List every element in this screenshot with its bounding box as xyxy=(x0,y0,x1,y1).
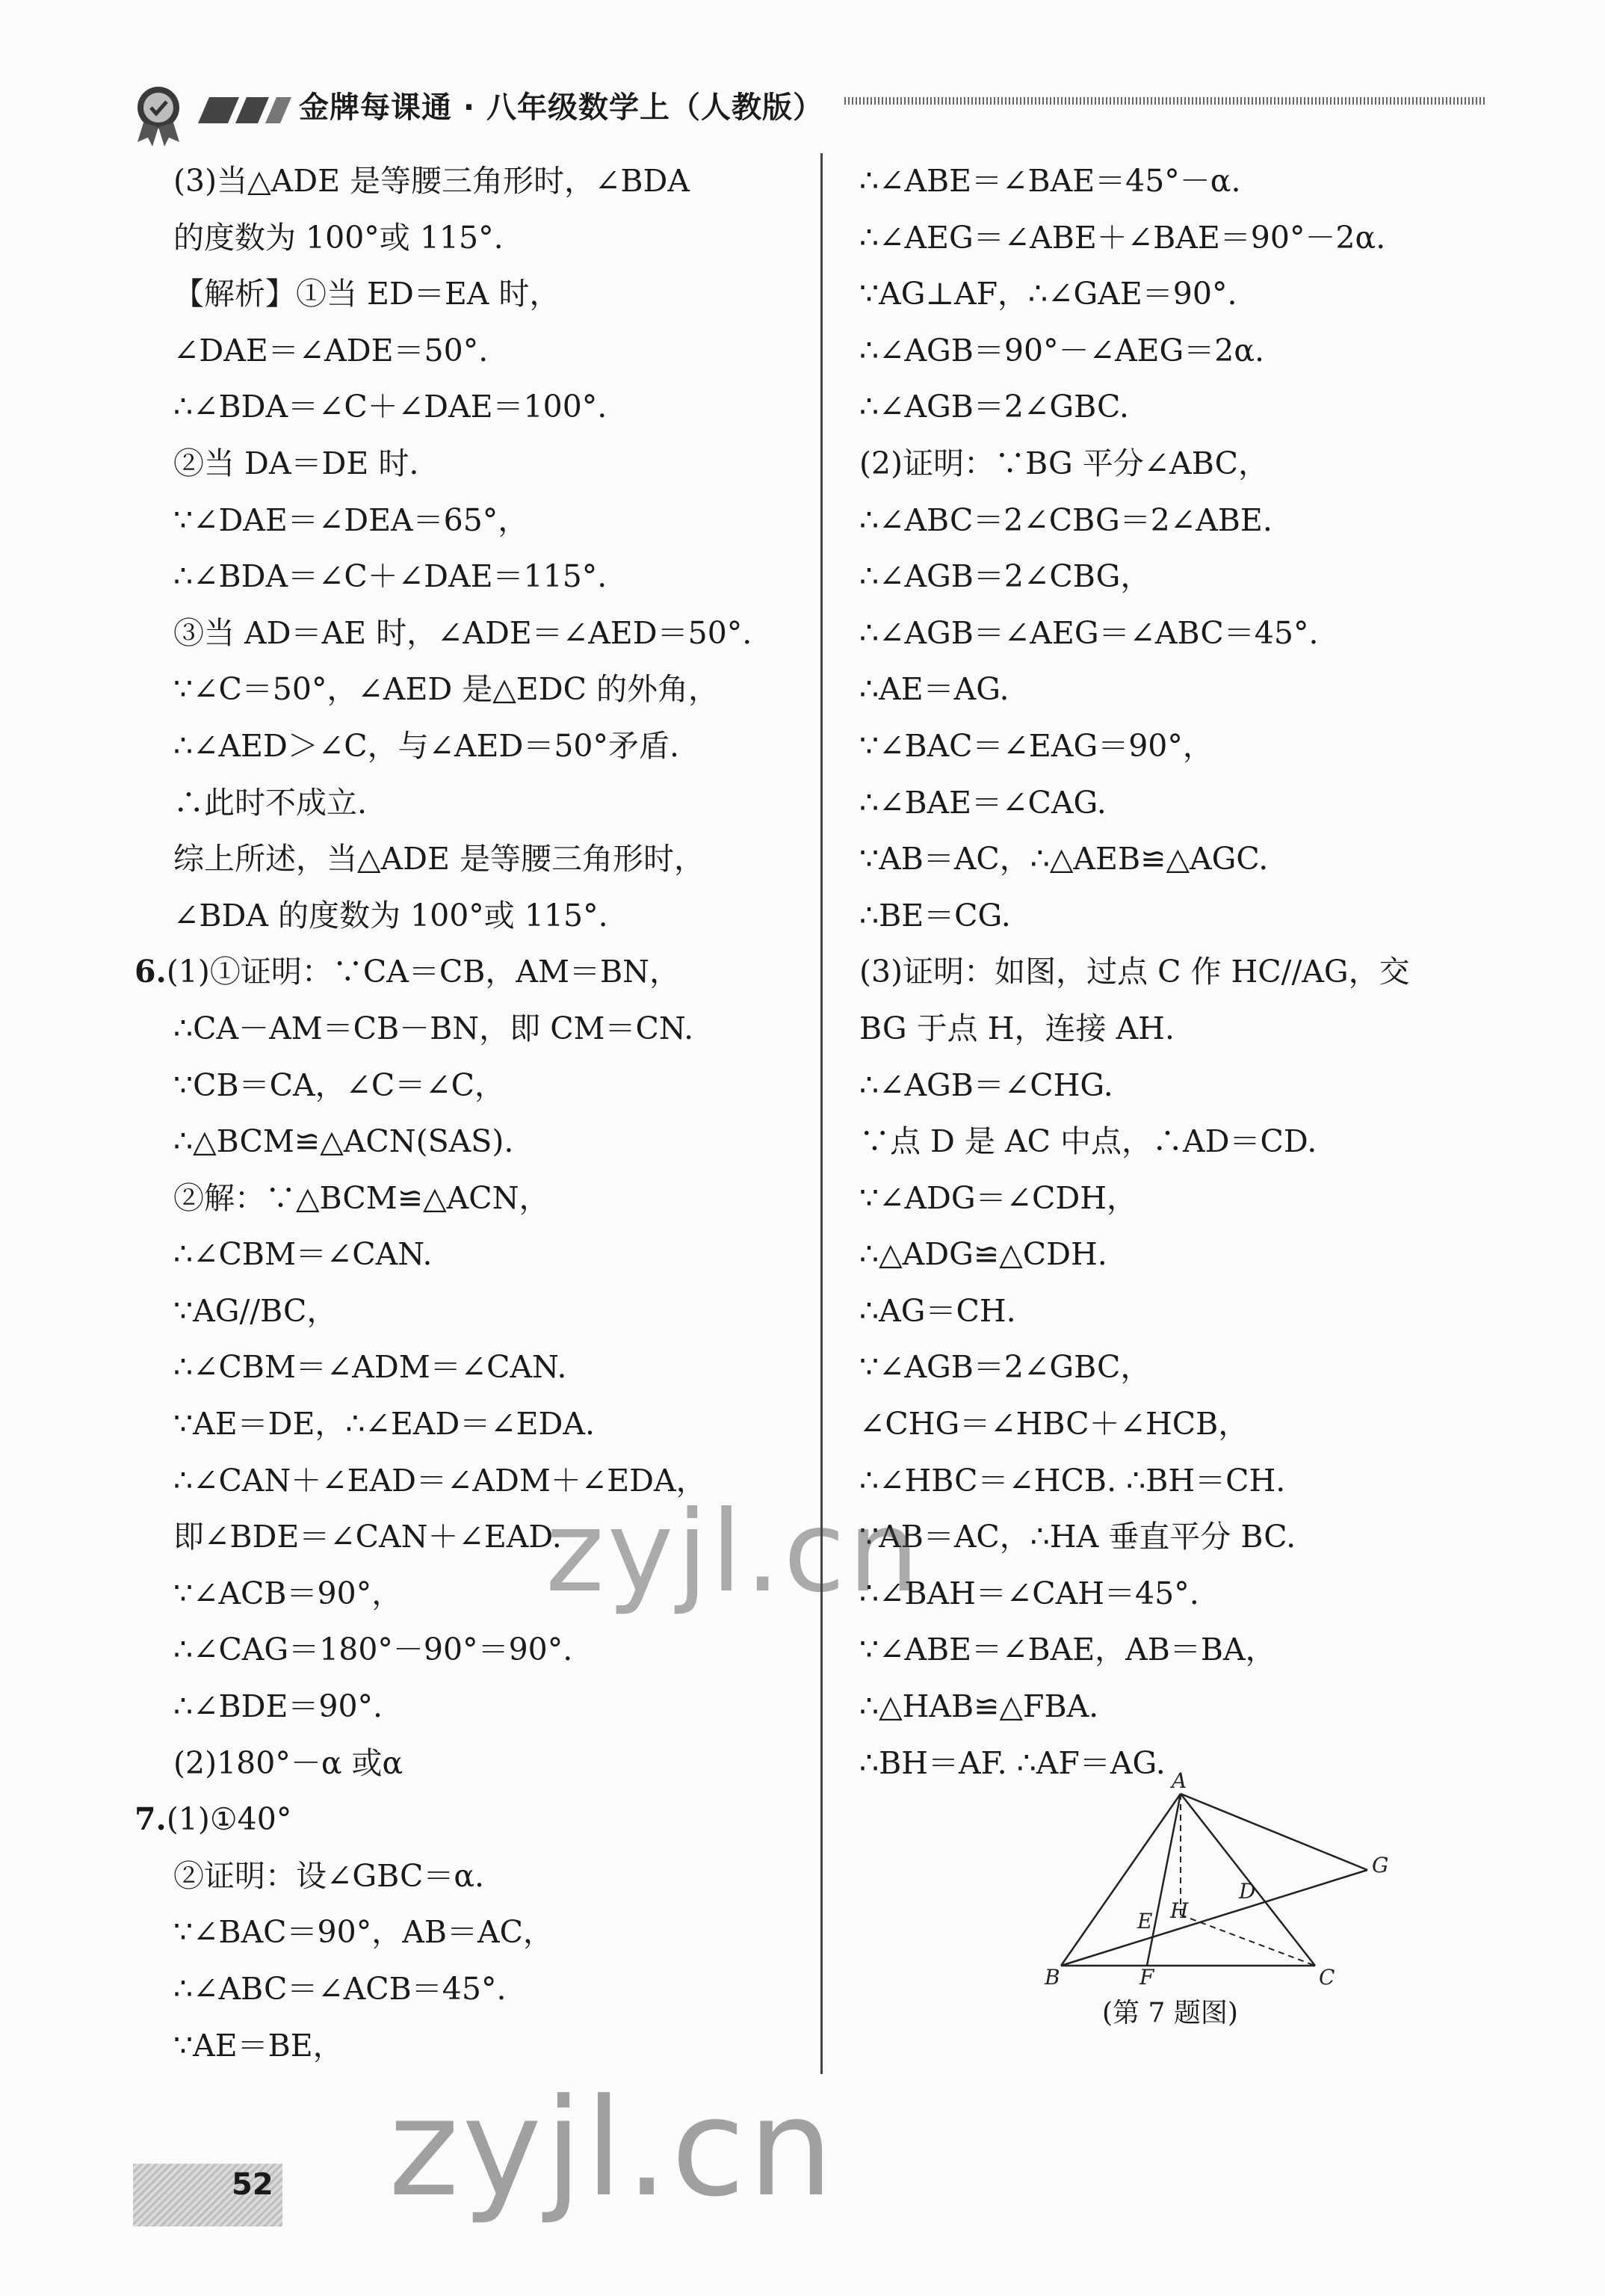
line-text: BG 于点 H，连接 AH. xyxy=(859,1010,1175,1046)
text-line xyxy=(859,775,1517,832)
line-text: ∴∠ABC＝2∠CBG＝2∠ABE. xyxy=(859,502,1272,538)
line-text: ∴∠BAH＝∠CAH＝45°. xyxy=(859,1575,1199,1611)
text-line xyxy=(134,323,807,380)
line-text: ∴BH＝AF. ∴AF＝AG. xyxy=(859,1744,1166,1781)
line-text: ∵∠ACB＝90°， xyxy=(173,1575,403,1611)
line-text: ∴∠ABC＝∠ACB＝45°. xyxy=(173,1971,507,2007)
line-text: ∴BE＝CG. xyxy=(859,897,1011,933)
text-line xyxy=(134,1396,807,1453)
text-line xyxy=(859,210,1517,267)
line-text: 【解析】①当 ED＝EA 时， xyxy=(173,276,560,312)
line-text: ∴∠CBM＝∠CAN. xyxy=(173,1236,433,1273)
text-line xyxy=(134,1961,807,2018)
line-text: ∴∠HBC＝∠HCB. ∴BH＝CH. xyxy=(859,1462,1286,1499)
text-line xyxy=(134,266,807,323)
line-text: ∵∠BAC＝90°，AB＝AC， xyxy=(173,1914,554,1951)
line-text: ∵∠DAE＝∠DEA＝65°， xyxy=(173,502,529,538)
label-c: C xyxy=(1319,1965,1335,1988)
line-text: ∠DAE＝∠ADE＝50°. xyxy=(173,332,489,368)
label-a: A xyxy=(1172,1771,1187,1793)
line-text: ∴∠AGB＝∠CHG. xyxy=(859,1067,1113,1103)
text-line xyxy=(859,1509,1517,1566)
text-line xyxy=(134,605,807,662)
line-text: ∵∠AGB＝2∠GBC， xyxy=(859,1349,1151,1386)
header-title: 金牌每课通 · 八年级数学上（人教版） xyxy=(299,90,824,125)
text-line xyxy=(859,1114,1517,1170)
line-text: ∴∠CAN＋∠EAD＝∠ADM＋∠EDA， xyxy=(173,1462,707,1499)
text-line xyxy=(134,1283,807,1340)
text-line xyxy=(134,1679,807,1735)
text-line xyxy=(134,661,807,718)
line-text: ②解：∵△BCM≌△ACN， xyxy=(173,1179,550,1216)
line-text: ∴∠ABE＝∠BAE＝45°－α. xyxy=(859,163,1241,199)
text-line xyxy=(134,493,807,549)
column-divider xyxy=(820,153,823,2074)
text-line xyxy=(134,549,807,605)
text-line xyxy=(134,1058,807,1114)
line-text: ∵CB＝CA，∠C＝∠C， xyxy=(173,1067,506,1103)
text-line xyxy=(859,1679,1517,1735)
text-line xyxy=(134,718,807,775)
text-line xyxy=(859,266,1517,323)
line-text: ∵AE＝DE，∴∠EAD＝∠EDA. xyxy=(173,1406,596,1442)
line-text: (3)当△ADE 是等腰三角形时，∠BDA xyxy=(173,163,690,199)
text-line xyxy=(859,549,1517,605)
line-text: ②当 DA＝DE 时. xyxy=(173,445,419,481)
text-line xyxy=(134,436,807,493)
segment-bg xyxy=(1061,1870,1367,1966)
line-text: ∵∠ABE＝∠BAE，AB＝BA， xyxy=(859,1632,1276,1668)
text-line xyxy=(859,718,1517,775)
text-line xyxy=(134,1339,807,1396)
line-text: ∵∠ADG＝∠CDH， xyxy=(859,1179,1138,1216)
text-line xyxy=(859,1226,1517,1283)
text-line xyxy=(134,888,807,945)
line-text: ∴∠AGB＝∠AEG＝∠ABC＝45°. xyxy=(859,614,1319,651)
text-line xyxy=(859,436,1517,493)
line-text: ∴AG＝CH. xyxy=(859,1292,1016,1329)
label-h: H xyxy=(1170,1898,1189,1923)
text-line xyxy=(859,379,1517,436)
label-b: B xyxy=(1045,1965,1060,1988)
text-line xyxy=(134,1735,807,1792)
line-text: ③当 AD＝AE 时，∠ADE＝∠AED＝50°. xyxy=(173,614,752,651)
text-line xyxy=(134,1114,807,1170)
line-text: ∠BDA 的度数为 100°或 115°. xyxy=(173,897,608,933)
text-line xyxy=(134,1001,807,1058)
line-text: (3)证明：如图，过点 C 作 HC//AG，交 xyxy=(859,954,1410,990)
text-line xyxy=(134,153,807,210)
line-text: ∴△ADG≌△CDH. xyxy=(859,1236,1107,1273)
right-column xyxy=(859,153,1517,1792)
line-text: ∴∠CAG＝180°－90°＝90°. xyxy=(173,1632,573,1668)
question-number: 7. xyxy=(134,1801,167,1838)
text-line xyxy=(859,1283,1517,1340)
line-text: 综上所述，当△ADE 是等腰三角形时， xyxy=(173,841,705,877)
line-text: ∵AB＝AC，∴HA 垂直平分 BC. xyxy=(859,1519,1296,1555)
line-text: ∵点 D 是 AC 中点，∴AD＝CD. xyxy=(859,1123,1317,1160)
text-line xyxy=(859,831,1517,888)
text-line xyxy=(134,775,807,832)
text-line xyxy=(859,1170,1517,1227)
line-text: ∴∠BDA＝∠C＋∠DAE＝100°. xyxy=(173,389,607,425)
segment-ag xyxy=(1181,1794,1367,1870)
text-line xyxy=(134,831,807,888)
text-line xyxy=(859,323,1517,380)
line-text: ∴∠AGB＝2∠GBC. xyxy=(859,389,1129,425)
text-line xyxy=(134,379,807,436)
text-line xyxy=(859,888,1517,945)
geometry-figure xyxy=(1024,1771,1427,1988)
left-column xyxy=(134,153,807,2074)
header-dotted-rule xyxy=(844,97,1487,105)
line-text: ②证明：设∠GBC＝α. xyxy=(173,1857,485,1894)
line-text: ∵AG⊥AF，∴∠GAE＝90°. xyxy=(859,276,1237,312)
text-line xyxy=(859,493,1517,549)
line-text: ∴AE＝AG. xyxy=(859,671,1009,708)
line-text: ∴△BCM≌△ACN(SAS). xyxy=(173,1123,514,1160)
label-f: F xyxy=(1139,1965,1154,1988)
text-line xyxy=(134,1904,807,1961)
text-line xyxy=(859,1622,1517,1679)
line-text: (1)①证明：∵CA＝CB，AM＝BN， xyxy=(166,954,680,990)
text-line xyxy=(859,1058,1517,1114)
line-text: ∴∠BDA＝∠C＋∠DAE＝115°. xyxy=(173,558,607,595)
line-text: ∵AB＝AC，∴△AEB≌△AGC. xyxy=(859,841,1269,877)
line-text: (2)180°－α 或α xyxy=(173,1744,403,1781)
line-text: (1)①40° xyxy=(166,1801,292,1838)
line-text: ∵∠BAC＝∠EAG＝90°， xyxy=(859,727,1213,764)
text-line xyxy=(859,605,1517,662)
line-text: ∴∠AGB＝2∠CBG， xyxy=(859,558,1151,595)
line-text: (2)证明：∵BG 平分∠ABC， xyxy=(859,445,1269,481)
text-line xyxy=(134,1170,807,1227)
line-text: ∴∠AED＞∠C，与∠AED＝50°矛盾. xyxy=(173,727,680,764)
line-text: ∵AE＝BE， xyxy=(173,2027,344,2064)
label-g: G xyxy=(1372,1853,1389,1877)
segment-ab xyxy=(1061,1794,1181,1966)
line-text: ∠CHG＝∠HBC＋∠HCB， xyxy=(859,1406,1249,1442)
label-e: E xyxy=(1137,1909,1153,1934)
text-line xyxy=(134,1226,807,1283)
text-line xyxy=(134,210,807,267)
page-header xyxy=(127,81,1487,133)
watermark: zyjl.cn xyxy=(545,1487,923,1617)
text-line xyxy=(859,1001,1517,1058)
text-line xyxy=(859,661,1517,718)
medal-ribbon-icon xyxy=(127,81,194,148)
text-line xyxy=(859,1566,1517,1623)
text-line xyxy=(134,1622,807,1679)
text-line xyxy=(134,944,807,1001)
watermark: zyjl.cn xyxy=(389,2070,837,2226)
page-number: 52 xyxy=(232,2167,273,2202)
line-text: ∴此时不成立. xyxy=(173,784,368,821)
label-d: D xyxy=(1239,1879,1256,1904)
text-line xyxy=(134,2018,807,2075)
line-text: 即∠BDE＝∠CAN＋∠EAD. xyxy=(173,1519,562,1555)
line-text: ∵AG//BC， xyxy=(173,1292,338,1329)
text-line xyxy=(134,1792,807,1848)
figure-caption: (第 7 题图) xyxy=(1102,1998,1238,2028)
text-line xyxy=(859,944,1517,1001)
line-text: ∴△HAB≌△FBA. xyxy=(859,1688,1099,1725)
line-text: ∴CA－AM＝CB－BN，即 CM＝CN. xyxy=(173,1010,694,1046)
line-text: ∴∠CBM＝∠ADM＝∠CAN. xyxy=(173,1349,567,1386)
text-line xyxy=(859,1339,1517,1396)
question-number: 6. xyxy=(134,954,167,990)
text-line xyxy=(859,1453,1517,1510)
line-text: ∴∠BDE＝90°. xyxy=(173,1688,383,1725)
text-line xyxy=(859,1396,1517,1453)
text-line xyxy=(859,153,1517,210)
line-text: ∴∠BAE＝∠CAG. xyxy=(859,784,1107,821)
line-text: 的度数为 100°或 115°. xyxy=(173,219,504,256)
line-text: ∴∠AEG＝∠ABE＋∠BAE＝90°－2α. xyxy=(859,219,1386,256)
text-line xyxy=(134,1848,807,1905)
line-text: ∴∠AGB＝90°－∠AEG＝2α. xyxy=(859,332,1265,368)
line-text: ∵∠C＝50°，∠AED 是△EDC 的外角， xyxy=(173,671,720,708)
